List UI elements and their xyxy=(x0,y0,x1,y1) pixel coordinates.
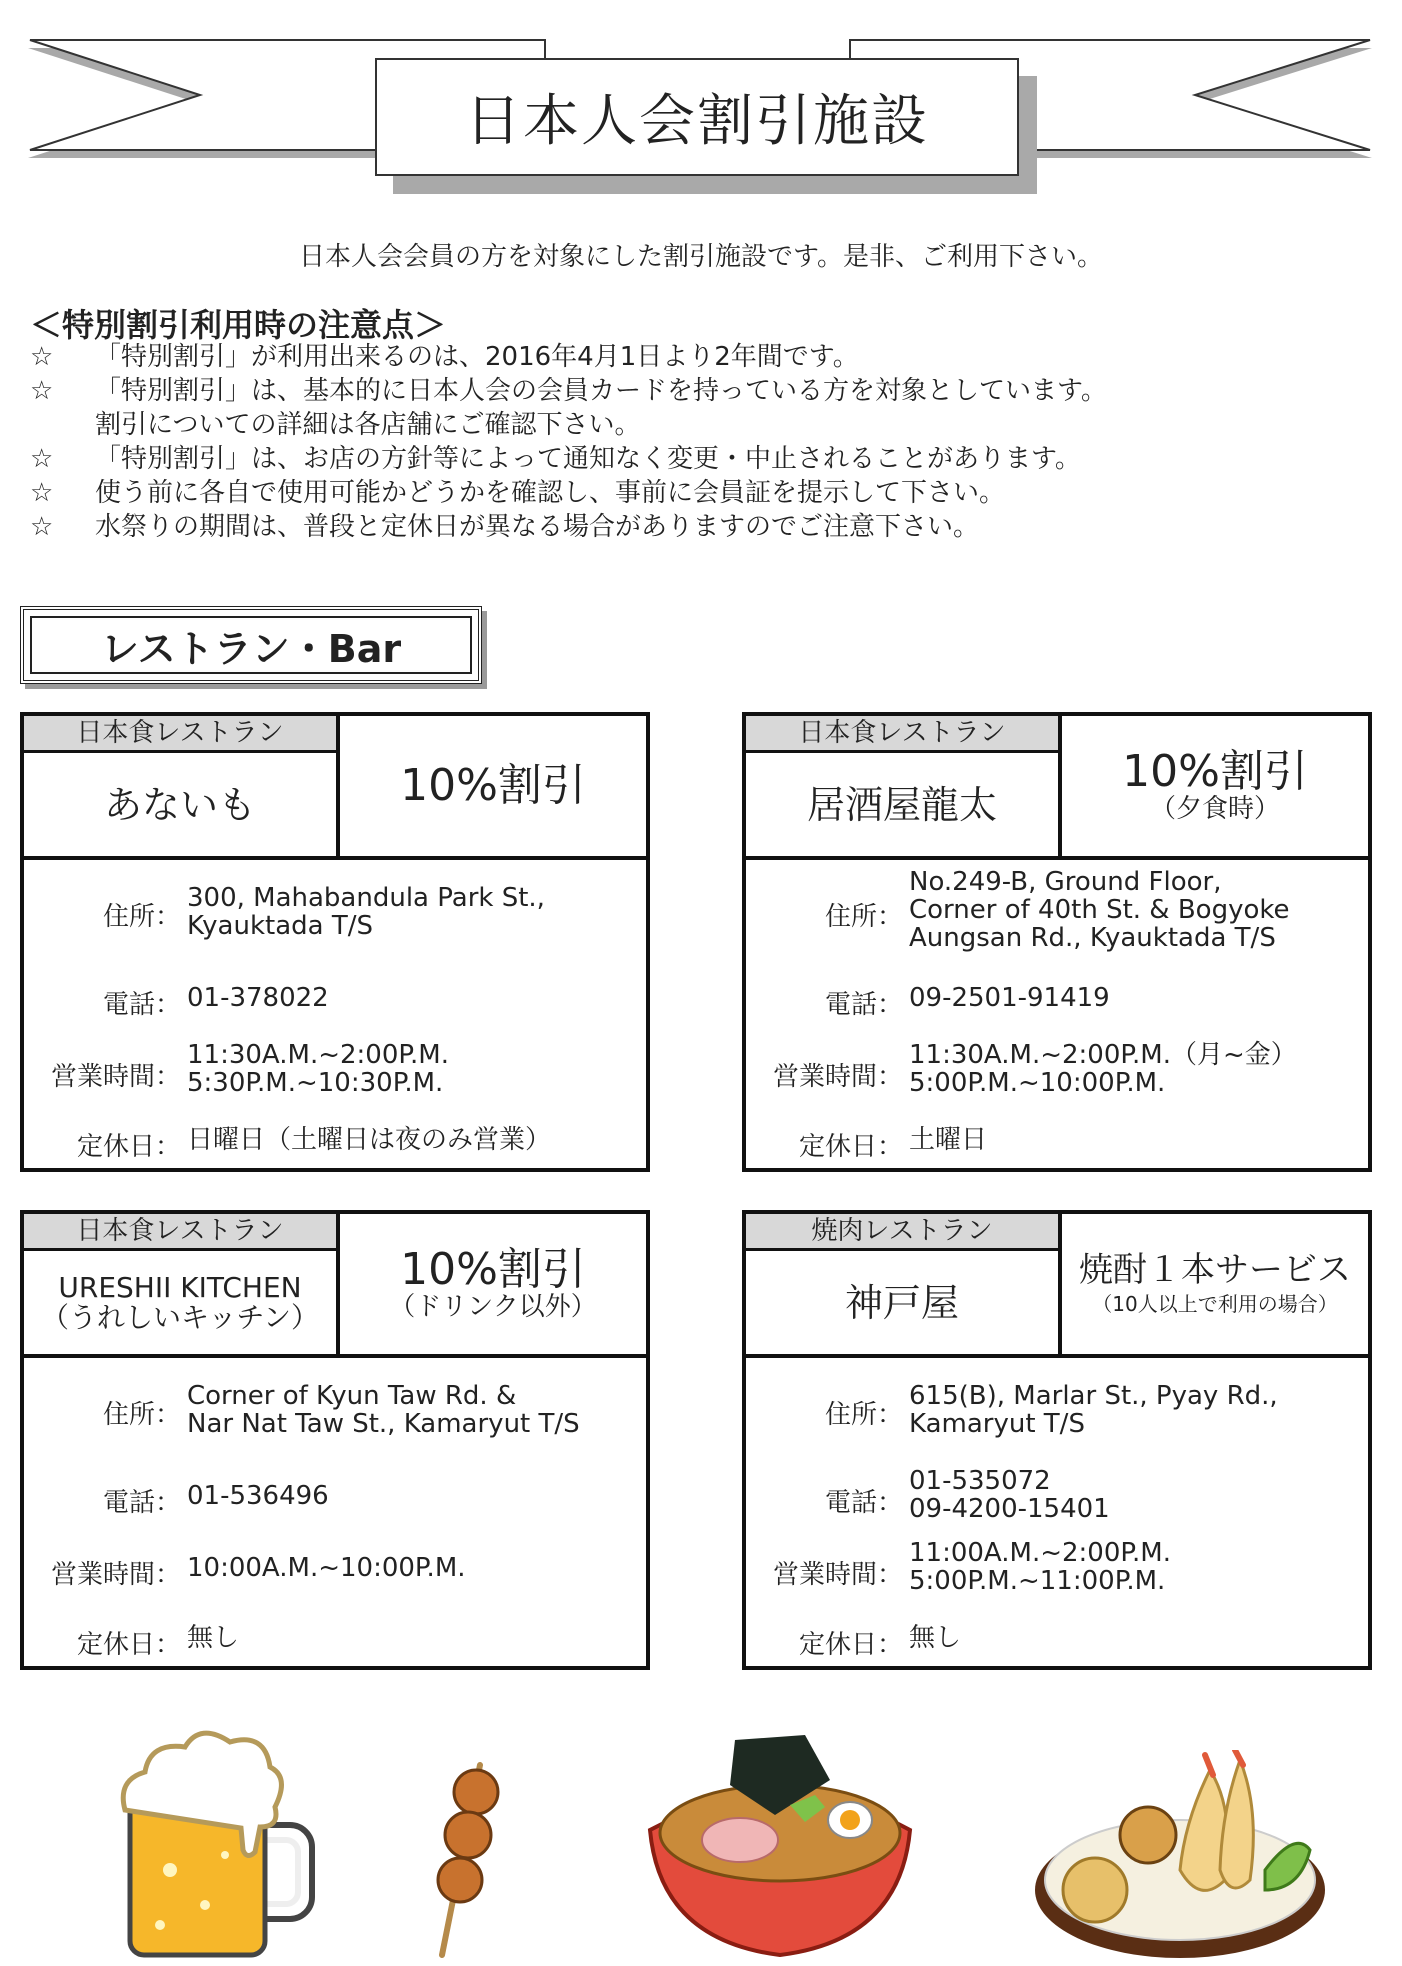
hours-label: 営業時間： xyxy=(772,1062,903,1092)
address-label: 住所： xyxy=(824,1400,903,1430)
restaurant-name: 居酒屋龍太 xyxy=(806,782,997,827)
yakitori-skewer-icon xyxy=(420,1760,520,1960)
phone-label: 電話： xyxy=(102,1488,181,1518)
closed-value: 無し xyxy=(187,1623,240,1653)
note-text: 水祭りの期間は、普段と定休日が異なる場合がありますのでご注意下さい。 xyxy=(95,512,980,542)
discount-box xyxy=(1062,1214,1368,1354)
discount-note: （夕食時） xyxy=(1149,794,1280,824)
closed-label: 定休日： xyxy=(76,1630,181,1660)
address-label: 住所： xyxy=(824,902,903,932)
discount-note: （ドリンク以外） xyxy=(389,1292,597,1322)
discount-box xyxy=(340,716,646,856)
ramen-bowl-icon xyxy=(640,1735,920,1960)
discount-text: 焼酎１本サービス xyxy=(1079,1250,1351,1290)
notes-list xyxy=(30,340,1370,544)
page-title: 日本人会割引施設 xyxy=(375,58,1019,176)
address-label: 住所： xyxy=(102,1400,181,1430)
address-label: 住所： xyxy=(102,902,181,932)
restaurant-card-anaimo xyxy=(20,712,650,1172)
card-header xyxy=(746,1214,1368,1358)
restaurant-name: URESHII KITCHEN （うれしいキッチン） xyxy=(40,1270,320,1334)
hours-label: 営業時間： xyxy=(772,1560,903,1590)
phone-label: 電話： xyxy=(102,990,181,1020)
phone-value: 01-378022 xyxy=(187,983,329,1013)
star-bullet: ☆ xyxy=(30,376,54,406)
address-value: 615(B), Marlar St., Pyay Rd., Kamaryut T/S xyxy=(909,1381,1278,1439)
intro-text: 日本人会会員の方を対象にした割引施設です。是非、ご利用下さい。 xyxy=(299,242,1103,272)
discount-text: 10%割引 xyxy=(400,1244,586,1295)
restaurant-name: 神戸屋 xyxy=(844,1280,959,1325)
restaurant-card-ryuta xyxy=(742,712,1372,1172)
hours-label: 営業時間： xyxy=(50,1062,181,1092)
restaurant-card-kobeya xyxy=(742,1210,1372,1670)
phone-value: 01-535072 09-4200-15401 xyxy=(909,1466,1110,1524)
star-bullet: ☆ xyxy=(30,342,54,372)
beer-mug-icon xyxy=(110,1730,320,1960)
category-label: 日本食レストラン xyxy=(746,716,1058,753)
hours-label: 営業時間： xyxy=(50,1560,181,1590)
card-header xyxy=(24,1214,646,1358)
note-text: 「特別割引」は、お店の方針等によって通知なく変更・中止されることがあります。 xyxy=(95,444,1081,474)
category-label: 焼肉レストラン xyxy=(746,1214,1058,1251)
closed-value: 日曜日（土曜日は夜のみ営業） xyxy=(187,1125,552,1155)
discount-box xyxy=(1062,716,1368,856)
discount-note: （10人以上で利用の場合） xyxy=(1092,1292,1338,1316)
note-item xyxy=(30,442,1370,476)
notes-heading: ＜特別割引利用時の注意点＞ xyxy=(30,306,447,344)
discount-text: 10%割引 xyxy=(400,760,586,811)
category-label: 日本食レストラン xyxy=(24,716,336,753)
note-item xyxy=(30,510,1370,544)
note-item xyxy=(30,340,1370,374)
section-title: レストラン・Bar xyxy=(20,606,482,684)
closed-value: 無し xyxy=(909,1623,962,1653)
card-header xyxy=(746,716,1368,860)
star-bullet: ☆ xyxy=(30,478,54,508)
phone-label: 電話： xyxy=(824,1488,903,1518)
note-text: 使う前に各自で使用可能かどうかを確認し、事前に会員証を提示して下さい。 xyxy=(95,478,1006,508)
discount-text: 10%割引 xyxy=(1122,746,1308,797)
hours-value: 11:00A.M.~2:00P.M. 5:00P.M.~11:00P.M. xyxy=(909,1538,1171,1596)
closed-label: 定休日： xyxy=(798,1630,903,1660)
note-text: 「特別割引」は、基本的に日本人会の会員カードを持っている方を対象としています。 割引についての詳細は各店舗にご確認下さい。 xyxy=(95,376,1107,440)
restaurant-name: あないも xyxy=(103,782,256,827)
phone-label: 電話： xyxy=(824,990,903,1020)
note-text: 「特別割引」が利用出来るのは、2016年4月1日より2年間です。 xyxy=(95,342,859,372)
address-value: 300, Mahabandula Park St., Kyauktada T/S xyxy=(187,883,545,941)
closed-label: 定休日： xyxy=(798,1132,903,1162)
phone-value: 01-536496 xyxy=(187,1481,329,1511)
phone-value: 09-2501-91419 xyxy=(909,983,1110,1013)
hours-value: 10:00A.M.~10:00P.M. xyxy=(187,1553,466,1583)
hours-value: 11:30A.M.~2:00P.M. 5:30P.M.~10:30P.M. xyxy=(187,1040,449,1098)
restaurant-card-ureshii xyxy=(20,1210,650,1670)
hours-value: 11:30A.M.~2:00P.M.（月~金） 5:00P.M.~10:00P.M. xyxy=(909,1040,1297,1098)
star-bullet: ☆ xyxy=(30,512,54,542)
discount-box xyxy=(340,1214,646,1354)
address-value: No.249-B, Ground Floor, Corner of 40th St. & Bogyoke Aungsan Rd., Kyauktada T/S xyxy=(909,867,1290,953)
tempura-plate-icon xyxy=(1030,1750,1330,1960)
closed-value: 土曜日 xyxy=(909,1125,988,1155)
note-item xyxy=(30,476,1370,510)
category-label: 日本食レストラン xyxy=(24,1214,336,1251)
closed-label: 定休日： xyxy=(76,1132,181,1162)
card-header xyxy=(24,716,646,860)
address-value: Corner of Kyun Taw Rd. & Nar Nat Taw St., Kamaryut T/S xyxy=(187,1381,580,1439)
note-item xyxy=(30,374,1370,442)
star-bullet: ☆ xyxy=(30,444,54,474)
